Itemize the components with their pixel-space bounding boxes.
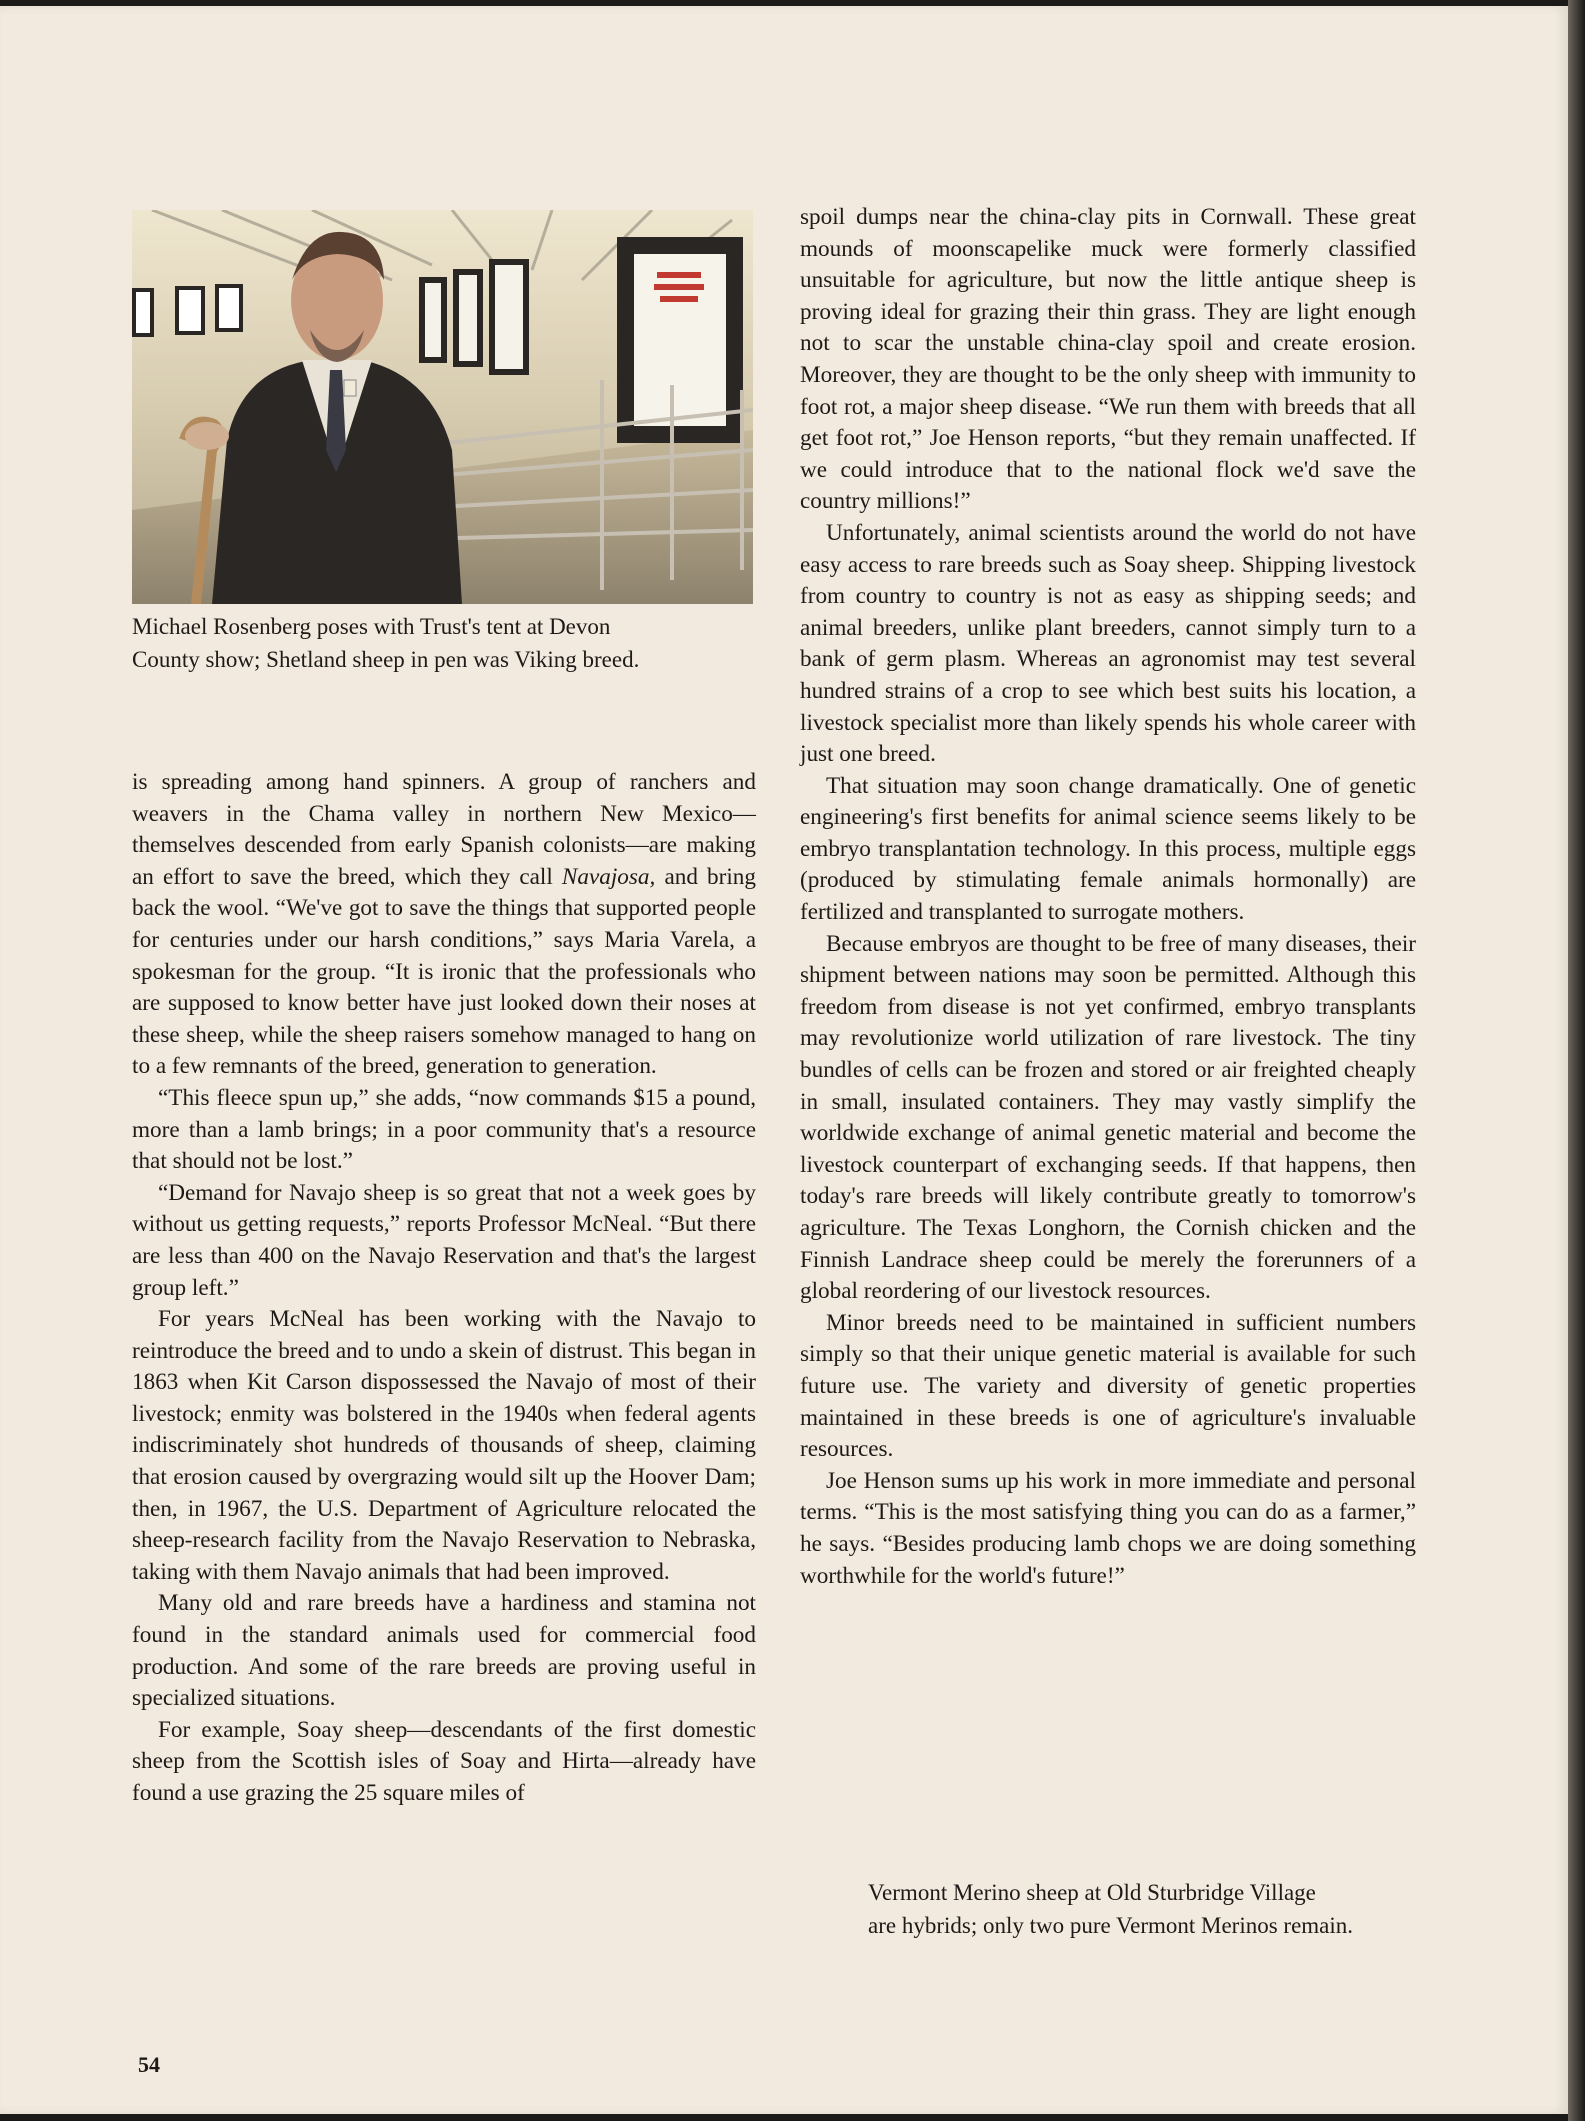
italic-term: Navajosa,	[561, 863, 656, 890]
left-text-column	[132, 767, 756, 1810]
photo-illustration	[132, 210, 753, 604]
paragraph: Many old and rare breeds have a hardiness and stamina not found in the standard animals used for commercial food production. And some of the rare breeds are proving useful in specialized situations.	[132, 1590, 756, 1712]
paragraph	[132, 767, 756, 1083]
paragraph: spoil dumps near the china-clay pits in Cornwall. These great mounds of moonscapelike muck were formerly classified unsuitable for agriculture, but now the little antique sheep is proving ideal for grazing their thin grass. They are light enough not to scar the unstable china-clay spoil and create erosion. Moreover, they are thought to be the only sheep with immunity to foot rot, a major sheep disease. “We run them with breeds that all get foot rot,” Joe Henson reports, “but they remain unaffected. If we could introduce that to the national flock we'd save the country millions!”	[800, 204, 1416, 515]
caption-line-1: Michael Rosenberg poses with Trust's tent at Devon	[132, 614, 611, 639]
paragraph: “Demand for Navajo sheep is so great that not a week goes by without us getting requests,” reports Professor McNeal. “But there are less than 400 on the Navajo Reservation and that's the largest group left.”	[132, 1179, 756, 1301]
paragraph-text: and bring back the wool. “We've got to save the things that supported people for centuries under our harsh conditions,” says Maria Varela, a spokesman for the group. “It is ironic that the professionals who are supposed to know better have just looked down their noses at these sheep, while the sheep raisers somehow managed to hang on to a few remnants of the breed, generation to generation.	[132, 863, 756, 1080]
magazine-page	[0, 6, 1568, 2114]
paragraph: For years McNeal has been working with the Navajo to reintroduce the breed and to undo a skein of distrust. This began in 1863 when Kit Carson dispossessed the Navajo of most of their livestock; enmity was bolstered in the 1940s when federal agents indiscriminately shot hundreds of thousands of sheep, claiming that erosion caused by overgrazing would silt up the Hoover Dam; then, in 1967, the U.S. Department of Agriculture relocated the sheep-research facility from the Navajo Reservation to Nebraska, taking with them Navajo animals that had been improved.	[132, 1306, 756, 1585]
paragraph: That situation may soon change dramatically. One of genetic engineering's first benefits for animal science seems likely to be embryo transplantation technology. In this process, multiple eggs (produced by stimulating female animals hormonally) are fertilized and transplanted to surrogate mothers.	[800, 772, 1416, 926]
photo-caption	[132, 610, 762, 676]
caption-line-2: County show; Shetland sheep in pen was Viking breed.	[132, 647, 640, 672]
page-edge-shadow	[1568, 0, 1585, 2121]
paragraph: For example, Soay sheep—descendants of the first domestic sheep from the Scottish isles of Soay and Hirta—already have found a use grazing the 25 square miles of	[132, 1716, 756, 1806]
man-in-tent-photo	[132, 210, 753, 604]
paragraph: Minor breeds need to be maintained in sufficient numbers simply so that their unique genetic material is available for such future use. The variety and diversity of genetic properties maintained in these breeds is one of agriculture's invaluable resources.	[800, 1309, 1416, 1463]
paragraph: Because embryos are thought to be free of many diseases, their shipment between nations may soon be permitted. Although this freedom from disease is not yet confirmed, embryo transplants may revolutionize world utilization of rare livestock. The tiny bundles of cells can be frozen and stored or air freighted cheaply in small, insulated containers. They may vastly simplify the worldwide exchange of animal genetic material and become the livestock counterpart of exchanging seeds. If that happens, then today's rare breeds will likely contribute greatly to tomorrow's agriculture. The Texas Longhorn, the Cornish chicken and the Finnish Landrace sheep could be merely the forerunners of a global reordering of our livestock resources.	[800, 930, 1416, 1305]
side-caption	[868, 1876, 1488, 1942]
caption-line-2: are hybrids; only two pure Vermont Merinos remain.	[868, 1913, 1354, 1938]
paragraph-text: is spreading among hand spinners. A group of ranchers and weavers in the Chama valley in northern New Mexico—themselves descended from early Spanish colonists—are making an effort to save the breed, which they call	[132, 769, 756, 890]
paragraph: “This fleece spun up,” she adds, “now commands $15 a pound, more than a lamb brings; in a poor community that's a resource that should not be lost.”	[132, 1084, 756, 1175]
page-number: 54	[138, 2052, 160, 2077]
caption-line-1: Vermont Merino sheep at Old Sturbridge Village	[868, 1880, 1316, 1905]
paragraph: Unfortunately, animal scientists around the world do not have easy access to rare breeds such as Soay sheep. Shipping livestock from country to country is not as easy as shipping seeds; and animal breeders, unlike plant breeders, cannot simply turn to a bank of germ plasm. Whereas an agronomist may test several hundred strains of a crop to see which best suits his location, a livestock specialist more than likely spends his whole career with just one breed.	[800, 519, 1416, 768]
paragraph: Joe Henson sums up his work in more immediate and personal terms. “This is the most satisfying thing you can do as a farmer,” he says. “Besides producing lamb chops we are doing something worthwhile for the world's future!”	[800, 1467, 1416, 1589]
right-text-column	[800, 202, 1416, 1592]
